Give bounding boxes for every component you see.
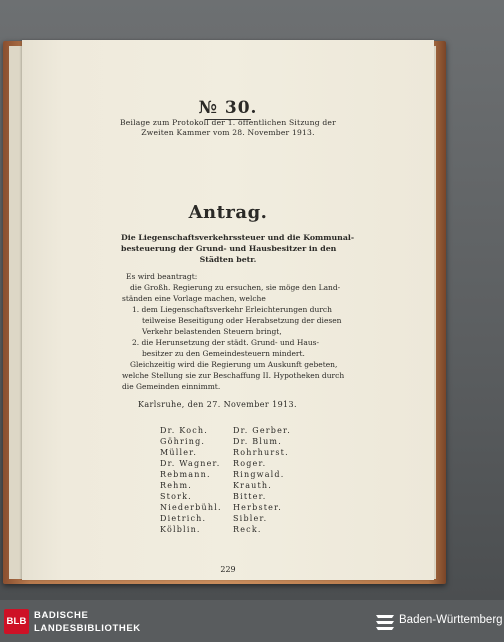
signatory-left: Kölblin.: [160, 525, 201, 534]
title-line-3: Städten betr.: [199, 255, 257, 264]
document-number: № 30.: [22, 98, 434, 118]
body-line: Es wird beantragt:: [126, 272, 198, 281]
state-label: Baden-Württemberg: [399, 614, 503, 626]
signatory-left: Niederbühl.: [160, 503, 222, 512]
heading: Antrag.: [188, 202, 268, 223]
blb-logo[interactable]: [4, 609, 29, 634]
title-line-2: besteuerung der Grund- und Hausbesitzer in den: [121, 244, 337, 253]
signatory-right: Sibler.: [233, 514, 268, 523]
body-line: teilweise Beseitigung oder Herabsetzung der diesen: [142, 316, 342, 325]
signatory-right: Dr. Gerber.: [233, 426, 291, 435]
signatory-left: Dr. Koch.: [160, 426, 208, 435]
signatory-right: Krauth.: [233, 481, 273, 490]
signatory-right: Reck.: [233, 525, 262, 534]
body-line: 1. dem Liegenschaftsverkehr Erleichterungen durch: [132, 305, 332, 314]
subtitle-line-1: Beilage zum Protokoll der 1. öffentlichen Sitzung der: [120, 118, 336, 127]
signatory-left: Rehm.: [160, 481, 193, 490]
signatory-left: Dr. Wagner.: [160, 459, 221, 468]
library-name-line-1: BADISCHE: [34, 610, 89, 621]
body-line: 2. die Herunsetzung der städt. Grund- und Haus-: [132, 338, 320, 347]
body-line: Gleichzeitig wird die Regierung um Auskunft gebeten,: [130, 360, 338, 369]
title-line-1: Die Liegenschaftsverkehrssteuer und die Kommunal-: [121, 233, 355, 242]
signatory-right: Rohrhurst.: [233, 448, 289, 457]
body-line: die Großh. Regierung zu ersuchen, sie möge den Land-: [130, 283, 341, 292]
subtitle-line-2: Zweiten Kammer vom 28. November 1913.: [141, 128, 315, 137]
signatory-left: Rebmann.: [160, 470, 211, 479]
body-line: ständen eine Vorlage machen, welche: [122, 294, 266, 303]
signatory-right: Herbster.: [233, 503, 282, 512]
body-line: besitzer zu den Gemeindesteuern mindert.: [142, 349, 305, 358]
body-line: die Gemeinden einnimmt.: [122, 382, 221, 391]
signatory-left: Stork.: [160, 492, 192, 501]
document-page: [22, 40, 434, 580]
body-line: Verkehr belastenden Steuern bringt,: [142, 327, 282, 336]
footer-bar: [0, 600, 504, 642]
signatory-right: Dr. Blum.: [233, 437, 282, 446]
blb-logo-text: BLB: [6, 616, 27, 627]
baden-wuerttemberg-lions-icon[interactable]: [374, 611, 396, 633]
signatory-right: Ringwald.: [233, 470, 285, 479]
signatory-left: Dietrich.: [160, 514, 207, 523]
place-date: Karlsruhe, den 27. November 1913.: [138, 400, 297, 409]
page-number: 229: [220, 565, 236, 574]
signatory-left: Göhring.: [160, 437, 206, 446]
body-line: welche Stellung sie zur Beschaffung II. Hypotheken durch: [122, 371, 345, 380]
signatory-right: Roger.: [233, 459, 267, 468]
library-name-line-2: LANDESBIBLIOTHEK: [34, 623, 141, 634]
signatory-left: Müller.: [160, 448, 198, 457]
signatory-right: Bitter.: [233, 492, 267, 501]
